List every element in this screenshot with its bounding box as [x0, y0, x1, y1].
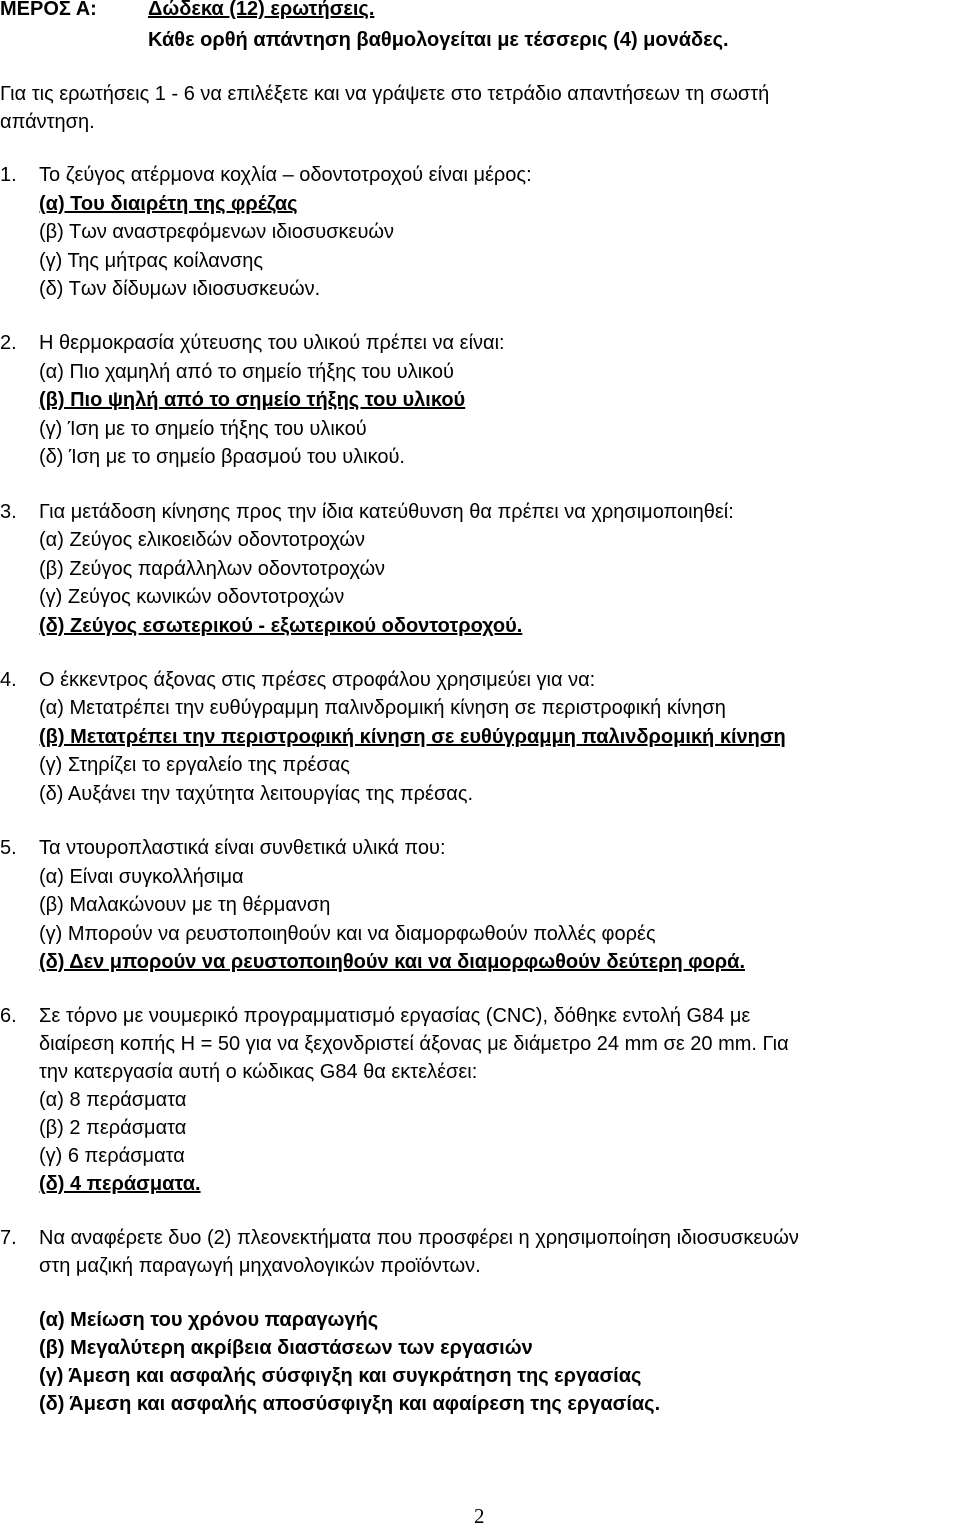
answer-a: (α) Μείωση του χρόνου παραγωγής [39, 1309, 379, 1331]
question-text-line-1: Σε τόρνο με νουμερικό προγραμματισμό εργασίας (CNC), δόθηκε εντολή G84 με [39, 1005, 751, 1027]
question-text: Ο έκκεντρος άξονας στις πρέσες στροφάλου χρησιμεύει για να: [39, 669, 596, 691]
option-a-correct: (α) Του διαιρέτη της φρέζας [39, 193, 298, 215]
option-b-correct: (β) Πιο ψηλή από το σημείο τήξης του υλικού [39, 389, 466, 411]
question-number: 7. [0, 1227, 17, 1249]
page-subtitle: Κάθε ορθή απάντηση βαθμολογείται με τέσσερις (4) μονάδες. [148, 29, 729, 51]
question-text-line-1: Να αναφέρετε δυο (2) πλεονεκτήματα που προσφέρει η χρησιμοποίηση ιδιοσυσκευών [39, 1227, 799, 1249]
question-number: 3. [0, 501, 17, 523]
question-text: Τα ντουροπλαστικά είναι συνθετικά υλικά που: [39, 837, 446, 859]
option-a: (α) Είναι συγκολλήσιμα [39, 866, 244, 888]
question-text: Η θερμοκρασία χύτευσης του υλικού πρέπει να είναι: [39, 332, 505, 354]
instructions-line-1: Για τις ερωτήσεις 1 - 6 να επιλέξετε και να γράψετε στο τετράδιο απαντήσεων τη σωστή [0, 83, 770, 105]
question-number: 4. [0, 669, 17, 691]
answer-c: (γ) Άμεση και ασφαλής σύσφιγξη και συγκράτηση της εργασίας [39, 1365, 642, 1387]
option-c: (γ) Ίση με το σημείο τήξης του υλικού [39, 418, 367, 440]
option-a: (α) 8 περάσματα [39, 1089, 187, 1111]
option-c: (γ) Στηρίζει το εργαλείο της πρέσας [39, 754, 350, 776]
option-d: (δ) Των δίδυμων ιδιοσυσκευών. [39, 278, 321, 300]
instructions-line-2: απάντηση. [0, 111, 95, 133]
option-a: (α) Πιο χαμηλή από το σημείο τήξης του υλικού [39, 361, 454, 383]
option-b: (β) Ζεύγος παράλληλων οδοντοτροχών [39, 558, 386, 580]
option-d: (δ) Αυξάνει την ταχύτητα λειτουργίας της πρέσας. [39, 783, 474, 805]
option-c: (γ) Της μήτρας κοίλανσης [39, 250, 263, 272]
question-text: Το ζεύγος ατέρμονα κοχλία – οδοντοτροχού είναι μέρος: [39, 164, 532, 186]
option-a: (α) Ζεύγος ελικοειδών οδοντοτροχών [39, 529, 366, 551]
question-text-line-2: στη μαζική παραγωγή μηχανολογικών προϊόντων. [39, 1255, 481, 1277]
question-text-line-2: διαίρεση κοπής H = 50 για να ξεχονδριστεί άξονας με διάμετρο 24 mm σε 20 mm. Για [39, 1033, 789, 1055]
option-b: (β) 2 περάσματα [39, 1117, 187, 1139]
option-d: (δ) Ίση με το σημείο βρασμού του υλικού. [39, 446, 405, 468]
page-number: 2 [474, 1504, 485, 1528]
option-b-correct: (β) Μετατρέπει την περιστροφική κίνηση σε ευθύγραμμη παλινδρομική κίνηση [39, 726, 786, 748]
option-b: (β) Των αναστρεφόμενων ιδιοσυσκευών [39, 221, 395, 243]
question-text-line-3: την κατεργασία αυτή ο κώδικας G84 θα εκτελέσει: [39, 1061, 478, 1083]
answer-d: (δ) Άμεση και ασφαλής αποσύσφιγξη και αφαίρεση της εργασίας. [39, 1393, 661, 1415]
part-label: ΜΕΡΟΣ Α: [0, 0, 97, 20]
question-text: Για μετάδοση κίνησης προς την ίδια κατεύθυνση θα πρέπει να χρησιμοποιηθεί: [39, 501, 734, 523]
option-d-correct: (δ) Ζεύγος εσωτερικού - εξωτερικού οδοντοτροχού. [39, 615, 523, 637]
question-number: 2. [0, 332, 17, 354]
option-c: (γ) 6 περάσματα [39, 1145, 185, 1167]
question-number: 1. [0, 164, 17, 186]
option-c: (γ) Ζεύγος κωνικών οδοντοτροχών [39, 586, 345, 608]
answer-b: (β) Μεγαλύτερη ακρίβεια διαστάσεων των εργασιών [39, 1337, 533, 1359]
question-number: 5. [0, 837, 17, 859]
question-number: 6. [0, 1005, 17, 1027]
option-d-correct: (δ) Δεν μπορούν να ρευστοποιηθούν και να διαμορφωθούν δεύτερη φορά. [39, 951, 746, 973]
option-c: (γ) Μπορούν να ρευστοποιηθούν και να διαμορφωθούν πολλές φορές [39, 923, 656, 945]
option-d-correct: (δ) 4 περάσματα. [39, 1173, 201, 1195]
option-a: (α) Μετατρέπει την ευθύγραμμη παλινδρομική κίνηση σε περιστροφική κίνηση [39, 697, 726, 719]
option-b: (β) Μαλακώνουν με τη θέρμανση [39, 894, 331, 916]
page-title: Δώδεκα (12) ερωτήσεις. [148, 0, 375, 20]
